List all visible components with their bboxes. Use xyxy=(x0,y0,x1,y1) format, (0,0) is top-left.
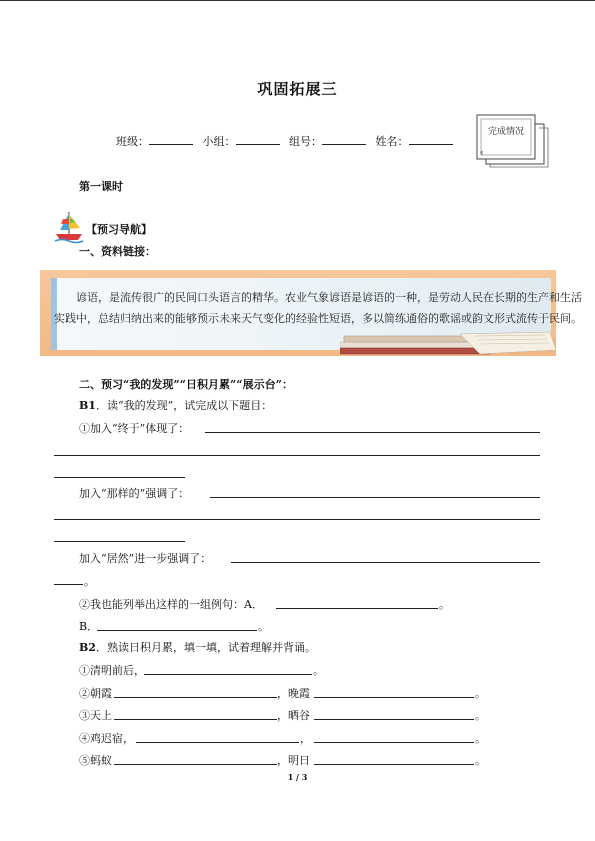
q2-answer-line-3[interactable] xyxy=(54,541,185,542)
proverb-4-start: ④鸡迟宿， xyxy=(79,732,134,745)
proverb-2-blank-1[interactable] xyxy=(114,697,277,698)
section2-heading: 二、预习“我的发现”“日积月累”“展示台”： xyxy=(79,378,293,391)
proverb-4-mid: ， xyxy=(300,732,311,745)
name-blank[interactable] xyxy=(409,133,453,145)
proverb-4-blank-1[interactable] xyxy=(136,742,299,743)
q1-label: ①加入“终于”体现了： xyxy=(79,422,190,435)
q4-period-a: 。 xyxy=(439,598,450,611)
q4-b-label: B． xyxy=(79,620,99,633)
q1-answer-line-2[interactable] xyxy=(54,455,540,456)
q4-answer-line-a[interactable] xyxy=(276,608,438,609)
top-rule xyxy=(0,0,595,1)
proverb-1-end: 。 xyxy=(313,664,324,677)
proverb-3-blank-2[interactable] xyxy=(314,719,474,720)
group-label: 小组： xyxy=(202,135,236,148)
b1-label: B1 xyxy=(79,399,96,412)
q1-answer-line-3[interactable] xyxy=(54,477,185,478)
lesson-heading: 第一课时 xyxy=(79,180,123,193)
sailboat-icon xyxy=(54,210,84,244)
proverb-4-blank-2[interactable] xyxy=(314,742,474,743)
proverb-2-end: 。 xyxy=(475,687,486,700)
q3-period: 。 xyxy=(84,575,95,588)
proverb-5-mid: ，明日 xyxy=(277,754,310,767)
proverb-1-start: ①清明前后， xyxy=(79,664,145,677)
stamp-label: 完成情况 xyxy=(487,127,525,137)
proverb-5-start: ⑤蚂蚁 xyxy=(79,754,112,767)
proverb-2-blank-2[interactable] xyxy=(314,697,474,698)
q2-answer-line-1[interactable] xyxy=(210,497,540,498)
b1-instruction: ．读“我的发现”，试完成以下题目： xyxy=(95,399,273,412)
q3-answer-line-1[interactable] xyxy=(231,562,540,563)
proverb-5-end: 。 xyxy=(475,754,486,767)
page-title: 巩固拓展三 xyxy=(257,80,338,98)
student-info-row xyxy=(116,133,459,149)
proverb-5-blank-1[interactable] xyxy=(114,764,277,765)
b2-instruction: ．熟读日积月累，填一填，试着理解并背诵。 xyxy=(95,641,316,654)
proverb-2-mid: ，晚霞 xyxy=(277,687,310,700)
q4-label: ②我也能列举出这样的一组例句：A． xyxy=(79,598,263,611)
class-blank[interactable] xyxy=(149,133,193,145)
q2-label: 加入“那样的”强调了： xyxy=(79,487,190,500)
link-paragraph: 谚语，是流传很广的民间口头语言的精华。农业气象谚语是谚语的一种，是劳动人民在长期的生产和生活实践中，总结归纳出来的能够预示未来天气变化的经验性短语，多以简练通俗的歌谣或韵文形式流传于民间。 xyxy=(54,291,582,325)
proverb-5-blank-2[interactable] xyxy=(314,764,474,765)
q3-answer-line-2[interactable] xyxy=(54,584,83,585)
b2-heading xyxy=(79,639,316,655)
group-blank[interactable] xyxy=(236,133,280,145)
q4-period-b: 。 xyxy=(258,620,269,633)
group-no-blank[interactable] xyxy=(322,133,366,145)
b1-heading xyxy=(79,397,272,413)
proverb-3-blank-1[interactable] xyxy=(114,719,277,720)
name-label: 姓名： xyxy=(375,135,409,148)
books-icon xyxy=(340,328,556,356)
proverb-3-end: 。 xyxy=(475,709,486,722)
q3-label: 加入“居然”进一步强调了： xyxy=(79,552,212,565)
proverb-2-start: ②朝霞 xyxy=(79,687,112,700)
q4-answer-line-b[interactable] xyxy=(97,630,257,631)
proverb-3-start: ③天上 xyxy=(79,709,112,722)
proverb-3-mid: ，晒谷 xyxy=(277,709,310,722)
preview-nav-heading: 【预习导航】 xyxy=(86,223,152,236)
group-no-label: 组号： xyxy=(289,135,322,148)
completion-stamp-icon xyxy=(474,112,550,168)
q1-answer-line-1[interactable] xyxy=(205,432,540,433)
q2-answer-line-2[interactable] xyxy=(54,519,540,520)
b2-label: B2 xyxy=(79,641,96,654)
link-heading: 一、资料链接： xyxy=(79,245,156,258)
info-banner xyxy=(40,270,582,356)
page-number: 1 / 3 xyxy=(287,772,308,782)
proverb-4-end: 。 xyxy=(475,732,486,745)
class-label: 班级： xyxy=(116,135,149,148)
proverb-1-blank[interactable] xyxy=(144,674,312,675)
